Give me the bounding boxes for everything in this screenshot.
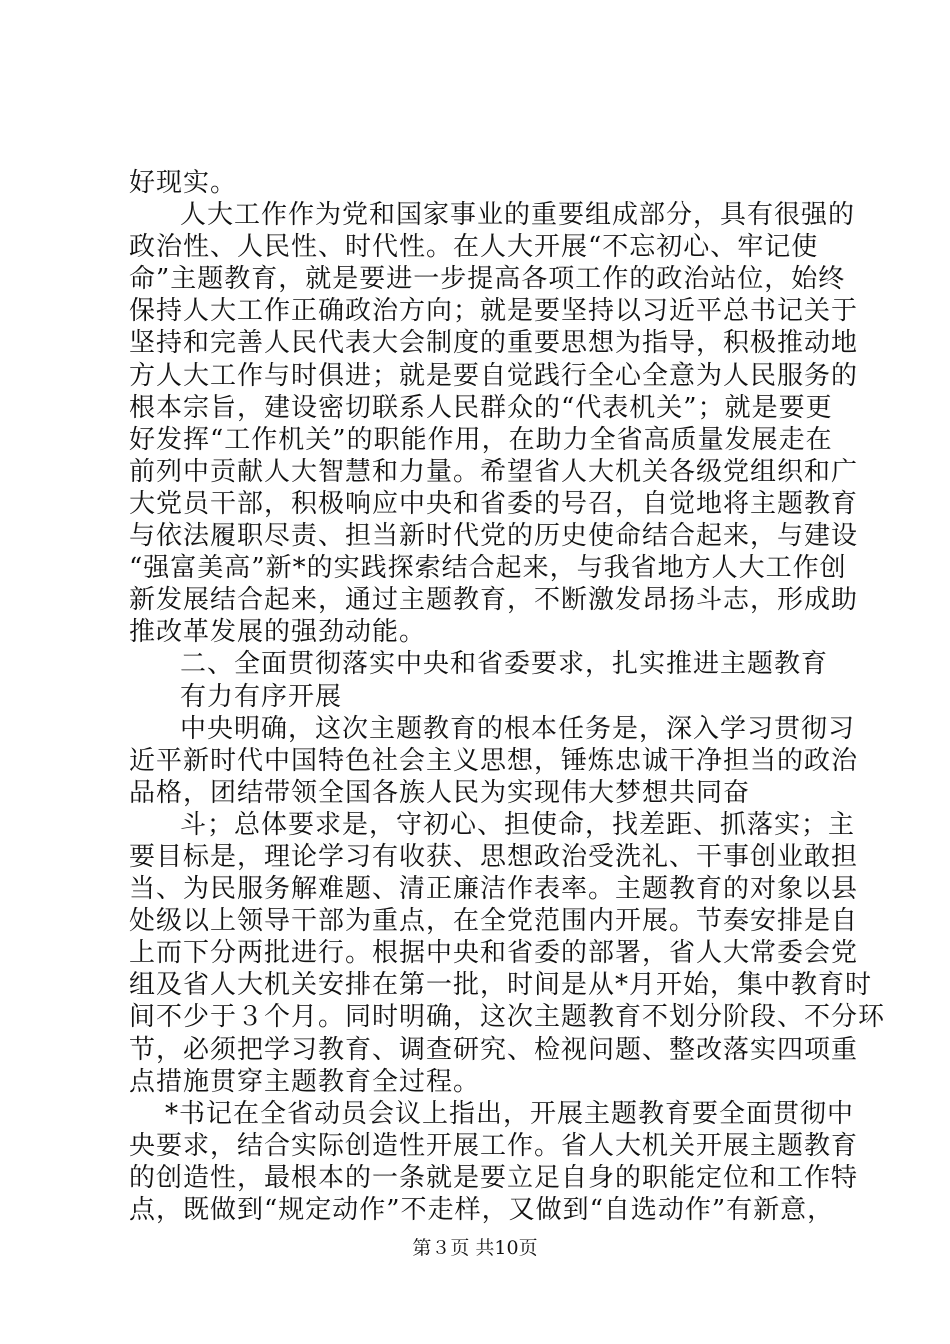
text-line: 组及省人大机关安排在第一批，时间是从*月开始，集中教育时 bbox=[129, 970, 873, 1000]
text-line: 处级以上领导干部为重点，在全党范围内开展。节奏安排是自 bbox=[129, 906, 859, 936]
text-line: 上而下分两批进行。根据中央和省委的部署，省人大常委会党 bbox=[129, 938, 859, 968]
text-line: 新发展结合起来，通过主题教育，不断激发昂扬斗志，形成助 bbox=[129, 585, 859, 615]
text-line: 政治性、人民性、时代性。在人大开展“不忘初心、牢记使 bbox=[129, 232, 819, 262]
text-line: 好发挥“工作机关”的职能作用，在助力全省高质量发展走在 bbox=[129, 425, 833, 455]
text-line: 央要求，结合实际创造性开展工作。省人大机关开展主题教育 bbox=[129, 1131, 859, 1161]
text-line: 好现实。 bbox=[129, 168, 238, 198]
text-line: 人大工作作为党和国家事业的重要组成部分，具有很强的 bbox=[180, 200, 856, 230]
text-line: 节，必须把学习教育、调查研究、检视问题、整改落实四项重 bbox=[129, 1035, 859, 1065]
text-line: 要目标是，理论学习有收获、思想政治受洗礼、干事创业敢担 bbox=[129, 842, 859, 872]
text-line: 坚持和完善人民代表大会制度的重要思想为指导，积极推动地 bbox=[129, 328, 859, 358]
text-line: 的创造性，最根本的一条就是要立足自身的职能定位和工作特 bbox=[129, 1163, 859, 1193]
text-line: 与依法履职尽责、担当新时代党的历史使命结合起来，与建设 bbox=[129, 521, 859, 551]
page-footer: 第３页 共10页 bbox=[412, 1237, 538, 1259]
text-line: *书记在全省动员会议上指出，开展主题教育要全面贯彻中 bbox=[165, 1099, 855, 1129]
text-line: 方人大工作与时俱进；就是要自觉践行全心全意为人民服务的 bbox=[129, 361, 859, 391]
text-line: 近平新时代中国特色社会主义思想，锤炼忠诚干净担当的政治 bbox=[129, 746, 859, 776]
text-line: 品格，团结带领全国各族人民为实现伟大梦想共同奋 bbox=[129, 778, 751, 808]
text-line: 前列中贡献人大智慧和力量。希望省人大机关各级党组织和广 bbox=[129, 457, 859, 487]
text-line: 点，既做到“规定动作”不走样，又做到“自选动作”有新意， bbox=[129, 1195, 835, 1225]
section-heading: 有力有序开展 bbox=[180, 682, 343, 712]
text-line: 保持人大工作正确政治方向；就是要坚持以习近平总书记关于 bbox=[129, 296, 859, 326]
text-line: 当、为民服务解难题、清正廉洁作表率。主题教育的对象以县 bbox=[129, 874, 859, 904]
text-line: 点措施贯穿主题教育全过程。 bbox=[129, 1067, 481, 1097]
text-line: 根本宗旨，建设密切联系人民群众的“代表机关”；就是要更 bbox=[129, 393, 833, 423]
text-line: 大党员干部，积极响应中央和省委的号召，自觉地将主题教育 bbox=[129, 489, 859, 519]
text-line: 推改革发展的强劲动能。 bbox=[129, 617, 427, 647]
section-heading: 二、全面贯彻落实中央和省委要求，扎实推进主题教育 bbox=[180, 649, 829, 679]
text-line: 命”主题教育，就是要进一步提高各项工作的政治站位，始终 bbox=[129, 264, 846, 294]
text-line: “强富美高”新*的实践探索结合起来，与我省地方人大工作创 bbox=[129, 553, 847, 583]
text-line: 中央明确，这次主题教育的根本任务是，深入学习贯彻习 bbox=[180, 714, 856, 744]
text-line: 斗；总体要求是，守初心、担使命，找差距、抓落实；主 bbox=[180, 810, 856, 840]
text-line: 间不少于３个月。同时明确，这次主题教育不划分阶段、不分环 bbox=[129, 1002, 886, 1032]
